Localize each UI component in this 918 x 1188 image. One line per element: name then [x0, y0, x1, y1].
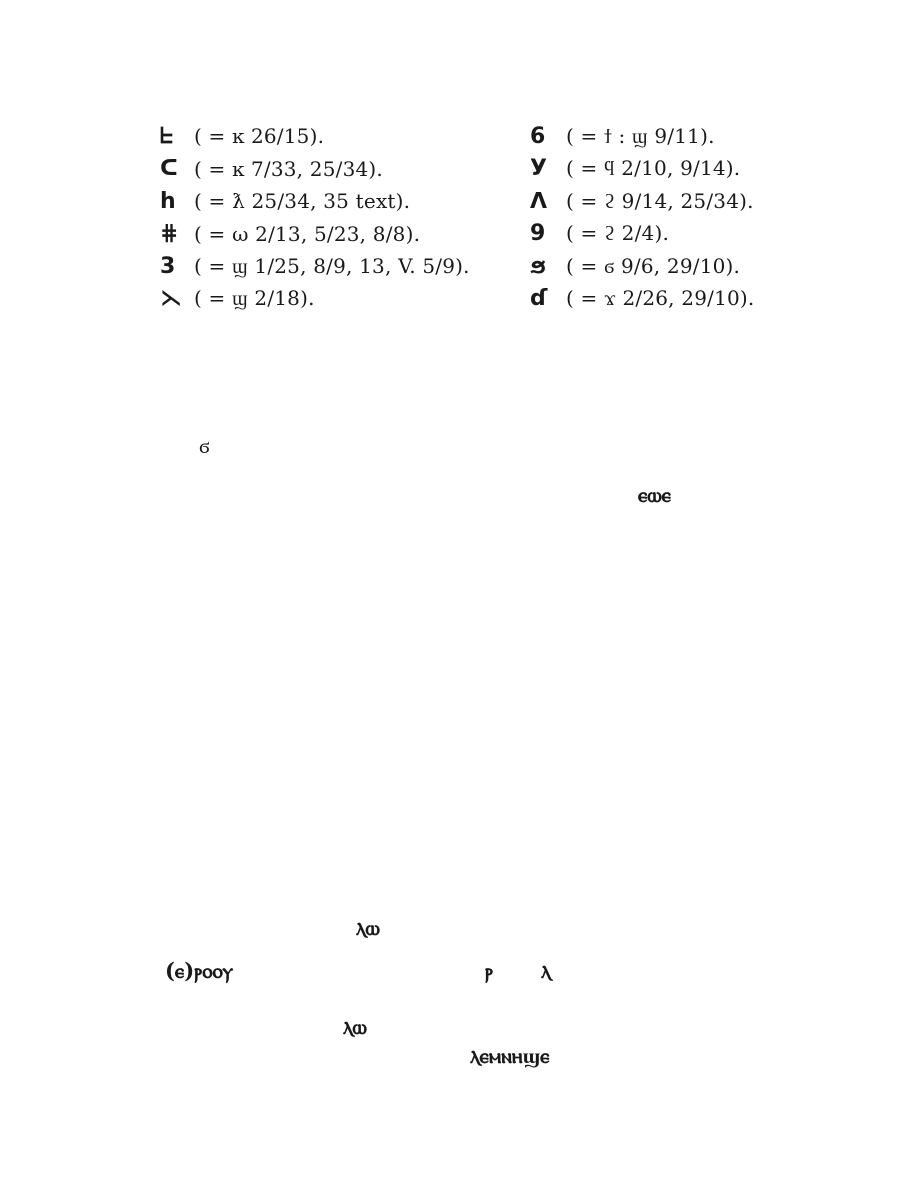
list-item — [160, 153, 540, 186]
list-item — [160, 185, 540, 218]
list-item — [160, 283, 540, 316]
list-item — [530, 218, 820, 251]
coptic-fragment: ϭ — [199, 434, 210, 458]
sign-glyph: ɗ — [530, 286, 548, 312]
sign-equivalence: ( = ƛ 25/34, 35 text). — [194, 189, 411, 214]
coptic-fragment: ⲉⲱⲉ — [638, 482, 671, 507]
sign-equivalence: ( = ĸ 26/15). — [194, 124, 325, 149]
list-item — [160, 218, 540, 251]
list-item — [530, 250, 820, 283]
sign-list-left — [160, 120, 540, 315]
sign-equivalence: ( = ĸ 7/33, 25/34). — [194, 156, 383, 181]
list-item — [530, 153, 820, 186]
coptic-fragment: ⲗⲱ — [356, 915, 380, 940]
sign-equivalence: ( = ϫ 2/26, 29/10). — [566, 286, 755, 311]
coptic-fragment: (ⲉ)ⲣⲟⲟⲩ — [165, 958, 234, 983]
coptic-fragment: ⲗⲉⲙⲛⲏϣⲉ — [470, 1043, 550, 1068]
list-item — [530, 185, 820, 218]
sign-equivalence: ( = ϣ 1/25, 8/9, 13, V. 5/9). — [194, 253, 470, 278]
sign-glyph: 9 — [530, 221, 546, 247]
sign-equivalence: ( = ϥ 2/10, 9/14). — [566, 156, 741, 181]
sign-equivalence: ( = ω 2/13, 5/23, 8/8). — [194, 221, 421, 246]
list-item — [530, 120, 820, 153]
coptic-fragment: ⲗ — [541, 958, 551, 983]
list-item — [160, 250, 540, 283]
sign-glyph: ᖶ — [160, 123, 174, 149]
sign-glyph: У — [530, 156, 548, 182]
sign-list-right — [530, 120, 820, 315]
sign-glyph: h — [160, 188, 176, 214]
sign-glyph: 6 — [530, 123, 546, 149]
sign-glyph: ⋕ — [160, 221, 179, 247]
sign-glyph: ⋋ — [160, 286, 183, 312]
coptic-fragment: ⲣ — [485, 958, 493, 983]
list-item — [530, 283, 820, 316]
sign-glyph: ᑕ — [160, 156, 179, 182]
sign-equivalence: ( = ϣ 2/18). — [194, 286, 315, 311]
sign-glyph: ϧ — [530, 253, 547, 279]
sign-equivalence: ( = ϯ : ϣ 9/11). — [566, 123, 715, 148]
sign-glyph: ᐱ — [530, 188, 548, 214]
list-item — [160, 120, 540, 153]
coptic-fragment: ⲗⲱ — [343, 1014, 367, 1039]
sign-equivalence: ( = ϭ 9/6, 29/10). — [566, 253, 741, 278]
sign-glyph: 3 — [160, 253, 176, 279]
sign-equivalence: ( = ϩ 2/4). — [566, 221, 670, 246]
sign-equivalence: ( = ϩ 9/14, 25/34). — [566, 188, 754, 213]
